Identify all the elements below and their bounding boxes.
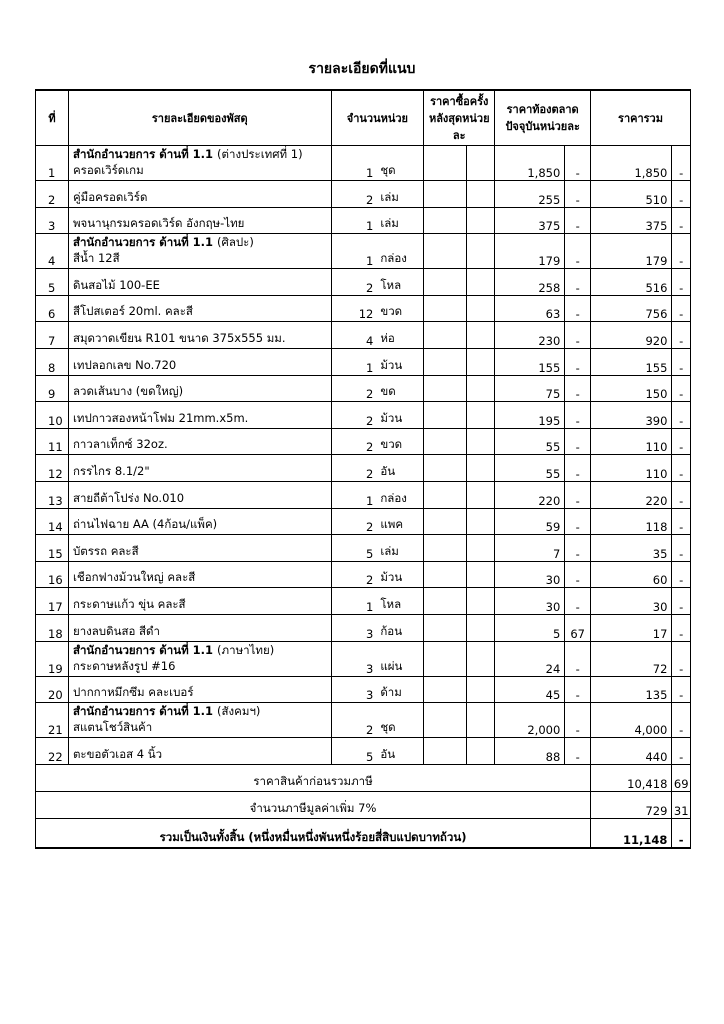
item-market-price: 258 <box>495 269 565 296</box>
item-unit: เล่ม <box>375 535 423 562</box>
item-quantity: 3 <box>331 641 375 676</box>
item-unit: ชุด <box>375 146 423 181</box>
table-row <box>36 481 691 508</box>
item-total-satang: - <box>672 481 691 508</box>
item-last-price-satang <box>467 146 495 181</box>
item-market-price: 30 <box>495 561 565 588</box>
group-title <box>73 703 327 719</box>
item-unit: อัน <box>375 455 423 482</box>
subtotal-satang: 69 <box>672 764 691 791</box>
item-last-price-satang <box>467 234 495 269</box>
item-last-price <box>424 641 467 676</box>
item-total-satang: - <box>672 207 691 234</box>
item-description: เทปลอกเลข No.720 <box>68 348 331 375</box>
item-number: 18 <box>36 614 69 641</box>
item-total-satang: - <box>672 676 691 703</box>
item-description-cell <box>68 234 331 269</box>
item-number: 14 <box>36 508 69 535</box>
group-title-main: สำนักอำนวยการ ด้านที่ 1.1 <box>72 704 214 719</box>
item-market-price-satang: - <box>565 207 591 234</box>
vat-label: จำนวนภาษีมูลค่าเพิ่ม 7% <box>36 791 591 818</box>
item-unit: แพค <box>375 508 423 535</box>
grand-total-row <box>36 818 691 848</box>
item-last-price-satang <box>467 641 495 676</box>
table-row <box>36 508 691 535</box>
item-number: 10 <box>36 402 69 429</box>
item-unit: เล่ม <box>375 181 423 208</box>
item-quantity: 1 <box>331 234 375 269</box>
item-last-price <box>424 181 467 208</box>
item-last-price <box>424 348 467 375</box>
item-last-price <box>424 295 467 322</box>
item-description: คู่มือครอดเวิร์ด <box>68 181 331 208</box>
item-number: 6 <box>36 295 69 322</box>
item-total: 516 <box>591 269 672 296</box>
vat-row <box>36 791 691 818</box>
item-market-price-satang: - <box>565 348 591 375</box>
item-description: ครอดเวิร์ดเกม <box>72 163 144 177</box>
item-number: 11 <box>36 428 69 455</box>
item-market-price-satang: - <box>565 481 591 508</box>
item-quantity: 12 <box>331 295 375 322</box>
item-last-price <box>424 508 467 535</box>
item-total: 375 <box>591 207 672 234</box>
item-number: 22 <box>36 738 69 765</box>
item-last-price-satang <box>467 181 495 208</box>
item-description-cell <box>68 703 331 738</box>
item-number: 5 <box>36 269 69 296</box>
item-description-cell <box>68 146 331 181</box>
table-row <box>36 614 691 641</box>
item-description: สีน้ำ 12สี <box>72 251 120 266</box>
table-row <box>36 738 691 765</box>
header-quantity: จำนวนหน่วย <box>331 90 424 146</box>
group-title-sub: (สังคมฯ) <box>217 704 261 719</box>
header-total: ราคารวม <box>591 90 691 146</box>
item-total: 110 <box>591 455 672 482</box>
group-title-main: สำนักอำนวยการ ด้านที่ 1.1 <box>72 642 214 657</box>
table-row <box>36 269 691 296</box>
item-number: 16 <box>36 561 69 588</box>
item-unit: ม้วน <box>375 402 423 429</box>
table-row <box>36 348 691 375</box>
item-market-price-satang: - <box>565 146 591 181</box>
item-description-cell <box>68 641 331 676</box>
item-last-price <box>424 535 467 562</box>
table-row <box>36 322 691 349</box>
item-market-price-satang: - <box>565 703 591 738</box>
item-number: 15 <box>36 535 69 562</box>
item-last-price <box>424 588 467 615</box>
item-total: 920 <box>591 322 672 349</box>
subtotal-value: 10,418 <box>591 764 672 791</box>
item-market-price-satang: - <box>565 508 591 535</box>
item-total: 110 <box>591 428 672 455</box>
group-title-main: สำนักอำนวยการ ด้านที่ 1.1 <box>72 235 214 250</box>
item-last-price <box>424 375 467 402</box>
item-number: 19 <box>36 641 69 676</box>
item-market-price-satang: - <box>565 428 591 455</box>
item-last-price <box>424 269 467 296</box>
item-total-satang: - <box>672 295 691 322</box>
item-total: 440 <box>591 738 672 765</box>
item-last-price <box>424 614 467 641</box>
item-market-price-satang: - <box>565 455 591 482</box>
item-description: บัตรรถ คละสี <box>68 535 331 562</box>
item-total: 135 <box>591 676 672 703</box>
item-total: 1,850 <box>591 146 672 181</box>
subtotal-label: ราคาสินค้าก่อนรวมภาษี <box>36 764 591 791</box>
item-market-price: 1,850 <box>495 146 565 181</box>
item-total-satang: - <box>672 588 691 615</box>
item-quantity: 2 <box>331 269 375 296</box>
item-market-price: 375 <box>495 207 565 234</box>
item-last-price-satang <box>467 703 495 738</box>
item-quantity: 5 <box>331 738 375 765</box>
item-total: 155 <box>591 348 672 375</box>
item-total-satang: - <box>672 428 691 455</box>
item-last-price-satang <box>467 588 495 615</box>
item-last-price-satang <box>467 535 495 562</box>
item-total-satang: - <box>672 375 691 402</box>
item-last-price <box>424 738 467 765</box>
item-last-price <box>424 428 467 455</box>
item-quantity: 2 <box>331 375 375 402</box>
item-unit: ชุด <box>375 703 423 738</box>
item-market-price-satang: - <box>565 375 591 402</box>
item-last-price <box>424 703 467 738</box>
item-description: สแตนโชว์สินค้า <box>72 720 153 735</box>
item-last-price <box>424 676 467 703</box>
item-description: ดินสอไม้ 100-EE <box>68 269 331 296</box>
item-market-price-satang: - <box>565 676 591 703</box>
item-total-satang: - <box>672 703 691 738</box>
item-last-price <box>424 146 467 181</box>
item-last-price-satang <box>467 428 495 455</box>
item-number: 7 <box>36 322 69 349</box>
item-market-price: 255 <box>495 181 565 208</box>
item-total: 150 <box>591 375 672 402</box>
item-unit: ขวด <box>375 295 423 322</box>
item-quantity: 2 <box>331 703 375 738</box>
item-unit: โหล <box>375 269 423 296</box>
table-row <box>36 207 691 234</box>
table-row <box>36 402 691 429</box>
item-market-price: 59 <box>495 508 565 535</box>
item-market-price: 88 <box>495 738 565 765</box>
item-last-price-satang <box>467 676 495 703</box>
item-total: 510 <box>591 181 672 208</box>
table-header-row <box>36 90 691 146</box>
item-quantity: 2 <box>331 428 375 455</box>
item-market-price: 24 <box>495 641 565 676</box>
item-last-price-satang <box>467 561 495 588</box>
item-description: สายถีต้าโปร่ง No.010 <box>68 481 331 508</box>
item-last-price-satang <box>467 348 495 375</box>
item-quantity: 3 <box>331 676 375 703</box>
subtotal-row <box>36 764 691 791</box>
item-quantity: 2 <box>331 402 375 429</box>
item-last-price-satang <box>467 207 495 234</box>
item-market-price: 55 <box>495 428 565 455</box>
item-description: ลวดเส้นบาง (ขดใหญ่) <box>68 375 331 402</box>
table-row <box>36 641 691 676</box>
item-description: ปากกาหมึกซึม คละเบอร์ <box>68 676 331 703</box>
item-unit: ก้อน <box>375 614 423 641</box>
item-last-price-satang <box>467 614 495 641</box>
item-last-price-satang <box>467 375 495 402</box>
item-last-price-satang <box>467 402 495 429</box>
item-total: 17 <box>591 614 672 641</box>
item-total-satang: - <box>672 322 691 349</box>
group-title-sub: (ต่างประเทศที่ 1) <box>217 147 303 161</box>
item-quantity: 3 <box>331 614 375 641</box>
table-row <box>36 295 691 322</box>
table-row <box>36 561 691 588</box>
group-title-sub: (ภาษาไทย) <box>217 642 275 657</box>
header-last-price: ราคาซื้อครั้งหลังสุดหน่วยละ <box>424 90 495 146</box>
item-market-price-satang: - <box>565 402 591 429</box>
table-row <box>36 535 691 562</box>
item-number: 1 <box>36 146 69 181</box>
item-last-price-satang <box>467 295 495 322</box>
item-total: 72 <box>591 641 672 676</box>
item-quantity: 1 <box>331 481 375 508</box>
item-unit: ม้วน <box>375 348 423 375</box>
item-description: กรรไกร 8.1/2" <box>68 455 331 482</box>
table-row <box>36 455 691 482</box>
item-quantity: 5 <box>331 535 375 562</box>
item-number: 17 <box>36 588 69 615</box>
grand-total-satang: - <box>672 818 691 848</box>
item-total: 30 <box>591 588 672 615</box>
group-title-sub: (ศิลปะ) <box>217 235 254 250</box>
item-unit: ห่อ <box>375 322 423 349</box>
item-market-price-satang: - <box>565 641 591 676</box>
item-market-price: 55 <box>495 455 565 482</box>
item-total: 4,000 <box>591 703 672 738</box>
item-last-price-satang <box>467 508 495 535</box>
item-number: 21 <box>36 703 69 738</box>
item-total-satang: - <box>672 614 691 641</box>
item-last-price-satang <box>467 738 495 765</box>
group-title-main: สำนักอำนวยการ ด้านที่ 1.1 <box>72 147 214 161</box>
item-last-price-satang <box>467 481 495 508</box>
item-description: เชือกฟางม้วนใหญ่ คละสี <box>68 561 331 588</box>
item-unit: กล่อง <box>375 234 423 269</box>
item-market-price: 179 <box>495 234 565 269</box>
item-market-price-satang: - <box>565 561 591 588</box>
item-quantity: 2 <box>331 181 375 208</box>
item-market-price-satang: - <box>565 181 591 208</box>
header-description: รายละเอียดของพัสดุ <box>68 90 331 146</box>
item-total-satang: - <box>672 455 691 482</box>
item-market-price-satang: - <box>565 234 591 269</box>
item-total-satang: - <box>672 181 691 208</box>
item-total-satang: - <box>672 535 691 562</box>
table-row <box>36 588 691 615</box>
item-market-price: 5 <box>495 614 565 641</box>
group-title <box>73 234 327 250</box>
table-body <box>36 146 691 848</box>
item-description: ยางลบดินสอ สีดำ <box>68 614 331 641</box>
item-market-price: 230 <box>495 322 565 349</box>
item-description: สมุดวาดเขียน R101 ขนาด 375x555 มม. <box>68 322 331 349</box>
item-total-satang: - <box>672 402 691 429</box>
item-last-price <box>424 481 467 508</box>
item-unit: เล่ม <box>375 207 423 234</box>
item-unit: แผ่น <box>375 641 423 676</box>
item-number: 12 <box>36 455 69 482</box>
item-unit: ขด <box>375 375 423 402</box>
item-market-price: 2,000 <box>495 703 565 738</box>
item-unit: อัน <box>375 738 423 765</box>
item-total-satang: - <box>672 561 691 588</box>
item-total: 390 <box>591 402 672 429</box>
item-total: 220 <box>591 481 672 508</box>
item-total: 756 <box>591 295 672 322</box>
item-description: ถ่านไฟฉาย AA (4ก้อน/แพ็ค) <box>68 508 331 535</box>
item-number: 20 <box>36 676 69 703</box>
item-description: กระดาษหลังรูป #16 <box>72 658 176 673</box>
item-unit: ม้วน <box>375 561 423 588</box>
item-unit: ด้าม <box>375 676 423 703</box>
item-number: 3 <box>36 207 69 234</box>
item-number: 2 <box>36 181 69 208</box>
item-market-price: 45 <box>495 676 565 703</box>
item-market-price: 7 <box>495 535 565 562</box>
item-market-price: 220 <box>495 481 565 508</box>
item-total-satang: - <box>672 641 691 676</box>
item-last-price <box>424 455 467 482</box>
item-description: เทปกาวสองหน้าโฟม 21mm.x5m. <box>68 402 331 429</box>
item-quantity: 1 <box>331 146 375 181</box>
item-description: ตะขอตัวเอส 4 นิ้ว <box>68 738 331 765</box>
item-market-price: 30 <box>495 588 565 615</box>
item-number: 8 <box>36 348 69 375</box>
item-unit: ขวด <box>375 428 423 455</box>
item-description: สีโปสเตอร์ 20ml. คละสี <box>68 295 331 322</box>
item-market-price: 75 <box>495 375 565 402</box>
item-last-price <box>424 207 467 234</box>
item-last-price-satang <box>467 455 495 482</box>
item-total-satang: - <box>672 738 691 765</box>
item-quantity: 2 <box>331 508 375 535</box>
header-no: ที่ <box>36 90 69 146</box>
item-unit: โหล <box>375 588 423 615</box>
item-total: 35 <box>591 535 672 562</box>
table-row <box>36 676 691 703</box>
item-last-price <box>424 561 467 588</box>
item-total-satang: - <box>672 348 691 375</box>
grand-total-label: รวมเป็นเงินทั้งสิ้น (หนึ่งหมื่นหนึ่งพันหนึ่งร้อยสี่สิบแปดบาทถ้วน) <box>36 818 591 848</box>
item-unit: กล่อง <box>375 481 423 508</box>
item-number: 4 <box>36 234 69 269</box>
item-quantity: 4 <box>331 322 375 349</box>
item-quantity: 1 <box>331 588 375 615</box>
item-last-price <box>424 322 467 349</box>
table-row <box>36 234 691 269</box>
item-description: พจนานุกรมครอดเวิร์ด อังกฤษ-ไทย <box>68 207 331 234</box>
item-total-satang: - <box>672 269 691 296</box>
group-title <box>73 642 327 658</box>
item-quantity: 2 <box>331 455 375 482</box>
item-quantity: 1 <box>331 348 375 375</box>
item-market-price: 195 <box>495 402 565 429</box>
table-row <box>36 703 691 738</box>
table-row <box>36 375 691 402</box>
item-market-price-satang: - <box>565 535 591 562</box>
vat-satang: 31 <box>672 791 691 818</box>
item-number: 13 <box>36 481 69 508</box>
header-market-price: ราคาท้องตลาดปัจจุบันหน่วยละ <box>495 90 591 146</box>
item-total-satang: - <box>672 234 691 269</box>
item-market-price-satang: - <box>565 322 591 349</box>
item-description: กาวลาเท็กซ์ 32oz. <box>68 428 331 455</box>
table-row <box>36 181 691 208</box>
page-title: รายละเอียดที่แนบ <box>308 61 416 77</box>
item-last-price <box>424 402 467 429</box>
item-market-price-satang: 67 <box>565 614 591 641</box>
item-market-price: 63 <box>495 295 565 322</box>
item-market-price: 155 <box>495 348 565 375</box>
item-last-price-satang <box>467 322 495 349</box>
item-total-satang: - <box>672 508 691 535</box>
table-row <box>36 146 691 181</box>
item-total-satang: - <box>672 146 691 181</box>
item-market-price-satang: - <box>565 295 591 322</box>
group-title <box>73 146 327 162</box>
item-total: 60 <box>591 561 672 588</box>
item-last-price-satang <box>467 269 495 296</box>
item-market-price-satang: - <box>565 588 591 615</box>
item-total: 118 <box>591 508 672 535</box>
item-total: 179 <box>591 234 672 269</box>
item-last-price <box>424 234 467 269</box>
item-quantity: 1 <box>331 207 375 234</box>
item-description: กระดาษแก้ว ขุ่น คละสี <box>68 588 331 615</box>
table-row <box>36 428 691 455</box>
item-market-price-satang: - <box>565 738 591 765</box>
vat-value: 729 <box>591 791 672 818</box>
parcel-detail-table <box>35 89 691 849</box>
item-number: 9 <box>36 375 69 402</box>
item-market-price-satang: - <box>565 269 591 296</box>
item-quantity: 2 <box>331 561 375 588</box>
grand-total-value: 11,148 <box>591 818 672 848</box>
